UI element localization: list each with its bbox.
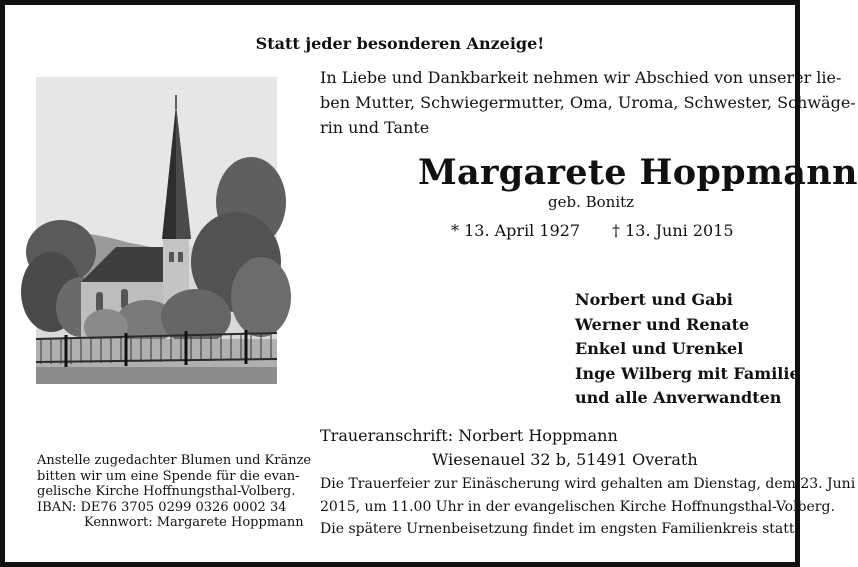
ceremony-line: Die Trauerfeier zur Einäscherung wird gehalten am Dienstag, dem 23. Juni (320, 476, 856, 492)
church-photo (36, 77, 277, 384)
donation-line: Anstelle zugedachter Blumen und Kränze (37, 453, 312, 468)
donation-line: IBAN: DE76 3705 0299 0326 0002 34 (37, 499, 287, 515)
family-member: Enkel und Urenkel (575, 339, 744, 358)
intro-line: rin und Tante (320, 118, 430, 137)
mourning-address-street: Wiesenauel 32 b, 51491 Overath (432, 450, 698, 469)
ceremony-text (320, 473, 855, 541)
headline: Statt jeder besonderen Anzeige! (255, 34, 545, 53)
family-list (575, 288, 800, 411)
mourning-address-name: Traueranschrift: Norbert Hoppmann (320, 426, 618, 445)
maiden-name: geb. Bonitz (548, 193, 635, 211)
deceased-name: Margarete Hoppmann (418, 152, 858, 193)
ceremony-line: Die spätere Urnenbeisetzung findet im engsten Familienkreis statt. (320, 521, 799, 537)
ceremony-line: 2015, um 11.00 Uhr in der evangelischen Kirche Hoffnungsthal-Volberg. (320, 498, 835, 515)
family-member: Norbert und Gabi (575, 290, 733, 309)
family-member: und alle Anverwandten (575, 388, 782, 407)
donation-line: bitten wir um eine Spende für die evan- (37, 468, 300, 484)
intro-line: ben Mutter, Schwiegermutter, Oma, Uroma, Schwester, Schwäge- (320, 93, 856, 112)
intro-line: In Liebe und Dankbarkeit nehmen wir Abschied von unserer lie- (320, 68, 842, 87)
birth-date: * 13. April 1927 (451, 221, 581, 240)
family-member: Inge Wilberg mit Familie (575, 363, 800, 383)
intro-text (320, 65, 856, 140)
donation-text (37, 453, 311, 531)
death-date: † 13. Juni 2015 (612, 221, 734, 240)
donation-line: gelische Kirche Hoffnungsthal-Volberg. (37, 484, 296, 499)
family-member: Werner und Renate (575, 314, 750, 334)
donation-line: Kennwort: Margarete Hoppmann (84, 515, 304, 530)
